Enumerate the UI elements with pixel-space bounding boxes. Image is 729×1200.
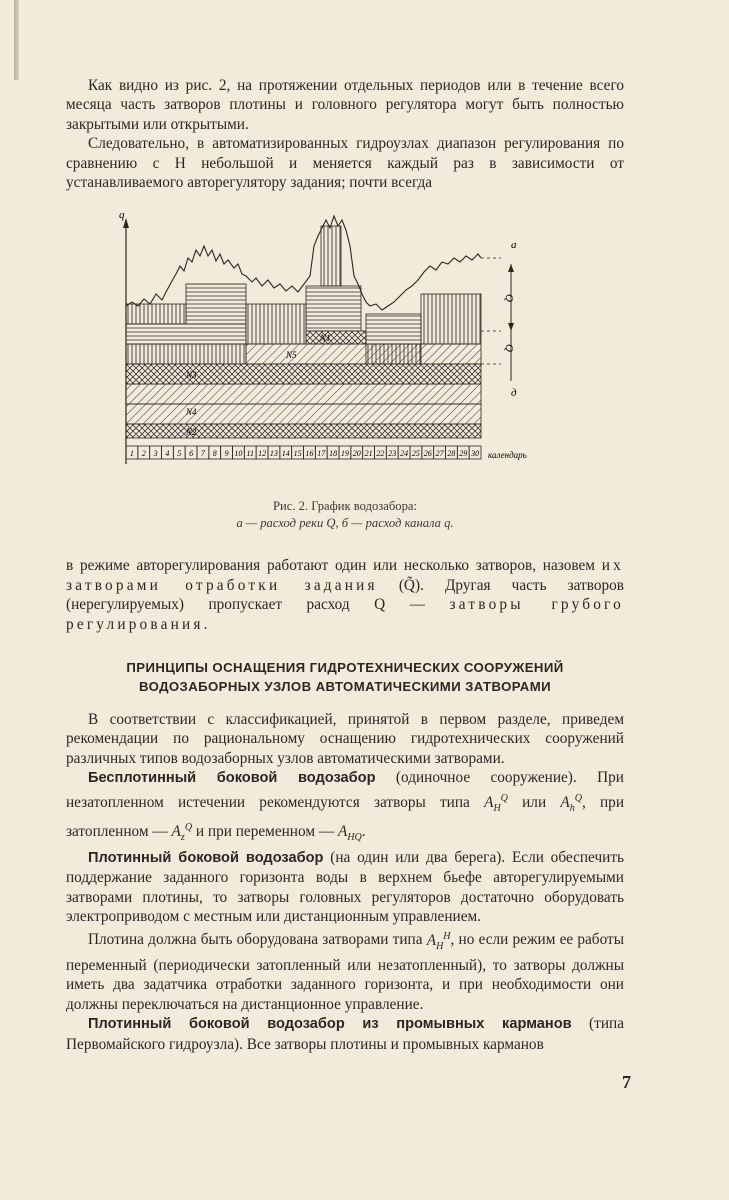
calendar-day: 12 <box>258 449 267 459</box>
heading-line-1: ПРИНЦИПЫ ОСНАЩЕНИЯ ГИДРОТЕХНИЧЕСКИХ СООРУЖЕНИЙ <box>126 660 564 676</box>
calendar-day: 1 <box>129 449 134 459</box>
band-n5 <box>246 344 481 364</box>
page-binding-edge <box>14 0 19 80</box>
figure-caption <box>66 498 624 532</box>
after-figure-text-3: . <box>203 615 208 633</box>
paragraph-7 <box>66 1014 624 1054</box>
block-center-right <box>306 286 361 331</box>
heading-line-2: ВОДОЗАБОРНЫХ УЗЛОВ АВТОМАТИЧЕСКИМИ ЗАТВОРАМИ <box>139 679 551 695</box>
band-n3 <box>126 364 481 384</box>
calendar-day: 11 <box>246 449 254 459</box>
paragraph-7-text: (типа Первомайского гидроузла). Все затворы плотины и промывных карманов <box>66 1015 624 1053</box>
paragraph-6-text-a: Плотина должна быть оборудована затворами типа <box>88 931 427 949</box>
caption-legend-text: а — расход реки Q, б — расход канала q. <box>236 516 454 531</box>
block-center-left <box>186 284 246 324</box>
calendar-day: 20 <box>352 449 361 459</box>
paragraph-5-lead: Плотинный боковой водозабор <box>88 849 324 866</box>
paragraph-1: Как видно из рис. 2, на протяжении отдельных периодов или в течение всего месяца часть затворов плотины и головного регулятора могут быть полностью закрытыми или открытыми. <box>66 77 624 133</box>
gate-label-n2: N2 <box>186 427 197 438</box>
formula-a-z-q: $A_z^Q$ <box>171 822 193 844</box>
calendar-day: 10 <box>234 449 243 459</box>
section-heading <box>66 658 624 696</box>
band-n3-hatch <box>126 384 481 404</box>
paragraph-4-text-e: . <box>361 823 366 841</box>
paragraph-3: В соответствии с классификацией, принятой в первом разделе, приведем рекомендации по рациональному оснащению гидротехнических сооружений различных типов водозаборных узлов автоматическими затворами. <box>66 711 624 767</box>
calendar-day: 6 <box>189 449 194 459</box>
calendar-day: 8 <box>212 449 217 459</box>
calendar-day: 30 <box>471 449 480 459</box>
calendar-day: 22 <box>376 449 385 459</box>
gate-label-n1: N1 <box>320 333 331 344</box>
figure-2 <box>66 206 624 556</box>
block-peak-tower <box>321 226 341 286</box>
calendar-day: 18 <box>329 449 338 459</box>
range-arrow-down-icon <box>508 323 514 331</box>
paragraph-7-lead: Плотинный боковой водозабор из промывных карманов <box>88 1016 572 1033</box>
page-body <box>66 76 624 1054</box>
block-right-upper <box>421 294 481 344</box>
band-n2 <box>126 424 481 438</box>
block-center <box>246 304 306 344</box>
calendar-day: 29 <box>459 449 468 459</box>
paragraph-6 <box>66 926 624 1014</box>
caption-title: Рис. 2. График водозабора: <box>273 499 417 514</box>
calendar-day: 5 <box>177 449 182 459</box>
paragraph-6-text-b: , но если режим ее работы переменный (периодически затопленный или незатопленный), то затворы должны иметь два задатчика отработки заданного горизонта, и при необходимости они должны переключаться на дистанционное управление. <box>66 931 624 1013</box>
after-figure-text-2: (Q̃). Другая часть затворов (нерегулируемых) пропускает расход Q — <box>66 576 625 614</box>
block-right-lower <box>366 314 421 344</box>
y-axis-label: q <box>119 209 125 222</box>
water-intake-chart <box>106 206 586 491</box>
gate-label-n3: N3 <box>186 370 197 381</box>
after-figure-text-1: в режиме авторегулирования работают один или несколько затворов, назовем <box>66 557 602 575</box>
block-left-middle <box>126 324 246 344</box>
after-figure-spaced-2: затворы грубого регулирования <box>66 596 624 633</box>
block-left-upper <box>126 304 186 324</box>
calendar-day: 25 <box>411 449 420 459</box>
after-figure-spaced-1: их затворами отработки задания <box>66 557 624 594</box>
calendar-day: 7 <box>200 449 205 459</box>
calendar-day: 9 <box>224 449 229 459</box>
calendar-day: 13 <box>269 449 278 459</box>
formula-a-h-q: $A_H^Q$ <box>484 792 508 814</box>
calendar-day: 27 <box>435 449 444 459</box>
calendar-day: 2 <box>141 449 146 459</box>
block-left-lower <box>126 344 246 364</box>
calendar-day: 3 <box>153 449 158 459</box>
label-a: а <box>511 239 517 252</box>
calendar-day: 14 <box>281 449 290 459</box>
calendar-row <box>126 446 481 459</box>
paragraph-4 <box>66 768 624 848</box>
range-arrow-up-icon <box>508 264 514 272</box>
calendar-day: 19 <box>340 449 349 459</box>
paragraph-4-text-c: , при затопленном — <box>66 793 625 841</box>
band-n4 <box>126 404 481 424</box>
calendar-day: 4 <box>165 449 170 459</box>
paragraph-5-text: (на один или два берега). Если обеспечить поддержание заданного горизонта воды в верхнем бьефе авторегулируемыми затворами плотины, то затворы головных регуляторов достаточно оборудовать электроприводом с местным или дистанционным управлением. <box>66 848 624 925</box>
label-delta: д <box>511 387 517 400</box>
gate-label-n5: N5 <box>286 350 297 361</box>
formula-a-h-q-2: $A_h^Q$ <box>560 792 582 814</box>
calendar-day: 24 <box>400 449 409 459</box>
paragraph-after-figure <box>66 556 624 634</box>
calendar-day: 28 <box>447 449 456 459</box>
formula-a-hq: $A_{HQ}$ <box>334 823 362 844</box>
paragraph-2: Следовательно, в автоматизированных гидроузлах диапазон регулирования по сравнению с H небольшой и меняется каждый раз в зависимости от устанавливаемого авторегулятору задания; почти всегда <box>66 135 624 192</box>
caption-legend <box>66 515 624 532</box>
gate-label-n4: N4 <box>186 407 197 418</box>
label-q: Q <box>503 294 515 303</box>
calendar-day: 23 <box>388 449 397 459</box>
calendar-day: 17 <box>317 449 326 459</box>
paragraph-4-text-d: и при переменном — <box>192 823 335 841</box>
calendar-day: 26 <box>423 449 432 459</box>
calendar-day: 16 <box>305 449 314 459</box>
calendar-day: 21 <box>364 449 373 459</box>
paragraph-4-lead: Бесплотинный боковой водозабор <box>88 770 376 787</box>
formula-a-h-h: $A_H^H$ <box>426 930 451 952</box>
paragraph-5 <box>66 848 624 927</box>
page-number: 7 <box>622 1072 631 1092</box>
calendar-label: календарь <box>488 450 527 461</box>
paragraph-4-text-a: (одиночное сооружение). При незатопленном истечении рекомендуются затворы типа <box>66 769 624 811</box>
band-n1 <box>306 331 366 344</box>
paragraph-4-text-b: или <box>507 793 561 811</box>
block-right-base <box>366 344 421 364</box>
label-q2: Q <box>503 344 515 353</box>
calendar-day: 15 <box>293 449 302 459</box>
